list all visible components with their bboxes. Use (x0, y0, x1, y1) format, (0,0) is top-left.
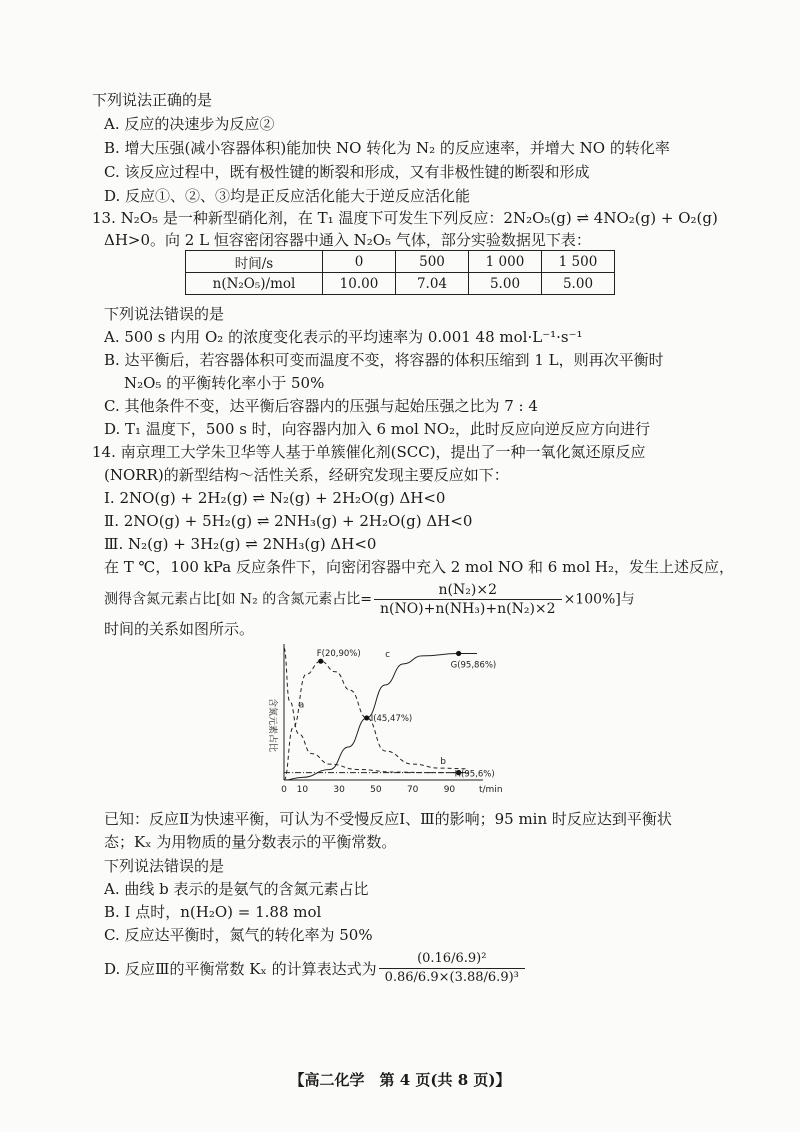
ratio-suffix: ×100%]与 (563, 591, 635, 608)
q13-option-b: B. 达平衡后，若容器体积可变而温度不变，将容器的体积压缩到 1 L，则再次平衡时 (104, 351, 664, 369)
q14-stem-line2: (NORR)的新型结构～活性关系，经研究发现主要反应如下： (104, 466, 509, 484)
ratio-numerator: n(N₂)×2 (374, 581, 562, 600)
x-tick-label: 30 (333, 785, 345, 795)
q14-prompt: 下列说法错误的是 (104, 857, 225, 875)
kx-denominator-b: (3.88/6.9)³ (449, 970, 519, 985)
option-d-text: D. 反应Ⅲ的平衡常数 Kₓ 的计算表达式为 (104, 960, 377, 978)
series-label-a: a (298, 700, 305, 711)
q12-prompt: 下列说法正确的是 (92, 91, 213, 109)
q13-option-b-cont: N₂O₅ 的平衡转化率小于 50% (124, 374, 325, 392)
kx-numerator: (0.16/6.9)² (379, 950, 525, 969)
chart-ylabel: 含氮元素占比 (267, 698, 277, 753)
table-cell: 1 000 (469, 251, 542, 273)
q14-stem-line5: 时间的关系如图所示。 (104, 620, 255, 638)
kx-denominator (379, 969, 525, 987)
q14-ratio-line (104, 581, 635, 618)
ratio-fraction (374, 581, 562, 618)
table-cell: 500 (396, 251, 469, 273)
q12-option-a: A. 反应的决速步为反应② (104, 115, 275, 133)
x-tick-label: 0 (281, 785, 287, 795)
q14-conditions: 在 T ℃，100 kPa 反应条件下，向密闭容器中充入 2 mol NO 和 6 mol H₂，发生上述反应， (104, 558, 735, 576)
table-row (186, 251, 615, 273)
table-cell: n(N₂O₅)/mol (186, 273, 323, 295)
q14-stem-line1: 14. 南京理工大学朱卫华等人基于单簇催化剂(SCC)，提出了一种一氧化氮还原反应 (92, 443, 646, 461)
nitrogen-share-chart (262, 640, 503, 800)
q14-reaction-1: Ⅰ. 2NO(g) + 2H₂(g) ⇌ N₂(g) + 2H₂O(g) ΔH<0 (104, 489, 446, 507)
q12-option-c: C. 该反应过程中，既有极性键的断裂和形成，又有非极性键的断裂和形成 (104, 163, 590, 181)
kx-times: × (438, 970, 450, 985)
x-tick-label: 90 (443, 785, 456, 795)
q14-option-d (104, 950, 527, 987)
table-cell: 0 (323, 251, 396, 273)
data-point (318, 659, 323, 664)
table-cell: 10.00 (323, 273, 396, 295)
table-cell: 5.00 (542, 273, 615, 295)
q13-stem-line1: 13. N₂O₅ 是一种新型硝化剂，在 T₁ 温度下可发生下列反应：2N₂O₅(g) ⇌ 4NO₂(g) + O₂(g) (92, 209, 718, 227)
x-axis-label: t/min (479, 785, 503, 795)
ratio-denominator: n(NO)+n(NH₃)+n(N₂)×2 (379, 601, 556, 617)
q14-option-b: B. I 点时，n(H₂O) = 1.88 mol (104, 903, 322, 921)
kx-denominator-a: 0.86/6.9 (384, 970, 439, 985)
point-label: G(95,86%) (450, 660, 497, 671)
data-point (364, 715, 369, 720)
point-label: H(95,6%) (454, 769, 495, 780)
series-label-c: c (385, 650, 391, 661)
table-cell: 1 500 (542, 251, 615, 273)
q14-option-c: C. 反应达平衡时，氮气的转化率为 50% (104, 926, 373, 944)
q13-data-table (185, 250, 615, 295)
q13-prompt: 下列说法错误的是 (104, 305, 225, 323)
x-tick-label: 50 (370, 785, 382, 795)
x-tick-label: 70 (406, 785, 419, 795)
q14-reaction-3: Ⅲ. N₂(g) + 3H₂(g) ⇌ 2NH₃(g) ΔH<0 (104, 535, 377, 553)
table-cell: 时间/s (186, 251, 323, 273)
series-a-line (284, 648, 468, 773)
page-footer: 【高二化学 第 4 页(共 8 页)】 (289, 1071, 511, 1089)
q14-option-a: A. 曲线 b 表示的是氨气的含氮元素占比 (104, 880, 369, 898)
q12-option-b: B. 增大压强(减小容器体积)能加快 NO 转化为 N₂ 的反应速率，并增大 NO 的转化率 (104, 139, 670, 157)
q13-stem-line2: ΔH>0。向 2 L 恒容密闭容器中通入 N₂O₅ 气体，部分实验数据见下表： (104, 231, 591, 249)
x-tick-label: 10 (296, 785, 309, 795)
q13-option-d: D. T₁ 温度下，500 s 时，向容器内加入 6 mol NO₂，此时反应向逆反应方向进行 (104, 420, 651, 438)
q13-option-a: A. 500 s 内用 O₂ 的浓度变化表示的平均速率为 0.001 48 mol·L⁻¹·s⁻¹ (104, 328, 583, 346)
point-label: I(45,47%) (370, 713, 413, 724)
q13-option-c: C. 其他条件不变，达平衡后容器内的压强与起始压强之比为 7 : 4 (104, 397, 538, 415)
q12-option-d: D. 反应①、②、③均是正反应活化能大于逆反应活化能 (104, 187, 471, 205)
q14-known-line1: 已知：反应Ⅱ为快速平衡，可认为不受慢反应Ⅰ、Ⅲ的影响；95 min 时反应达到平衡状 (104, 810, 672, 828)
table-cell: 7.04 (396, 273, 469, 295)
table-row (186, 273, 615, 295)
kx-fraction (379, 950, 525, 987)
series-label-b: b (440, 757, 446, 768)
q14-reaction-2: Ⅱ. 2NO(g) + 5H₂(g) ⇌ 2NH₃(g) + 2H₂O(g) ΔH<0 (104, 512, 473, 530)
ratio-prefix: 测得含氮元素占比[如 N₂ 的含氮元素占比= (104, 591, 372, 608)
data-point (456, 651, 461, 656)
q14-known-line2: 态；Kₓ 为用物质的量分数表示的平衡常数。 (104, 833, 397, 851)
table-cell: 5.00 (469, 273, 542, 295)
point-label: F(20,90%) (316, 649, 361, 660)
